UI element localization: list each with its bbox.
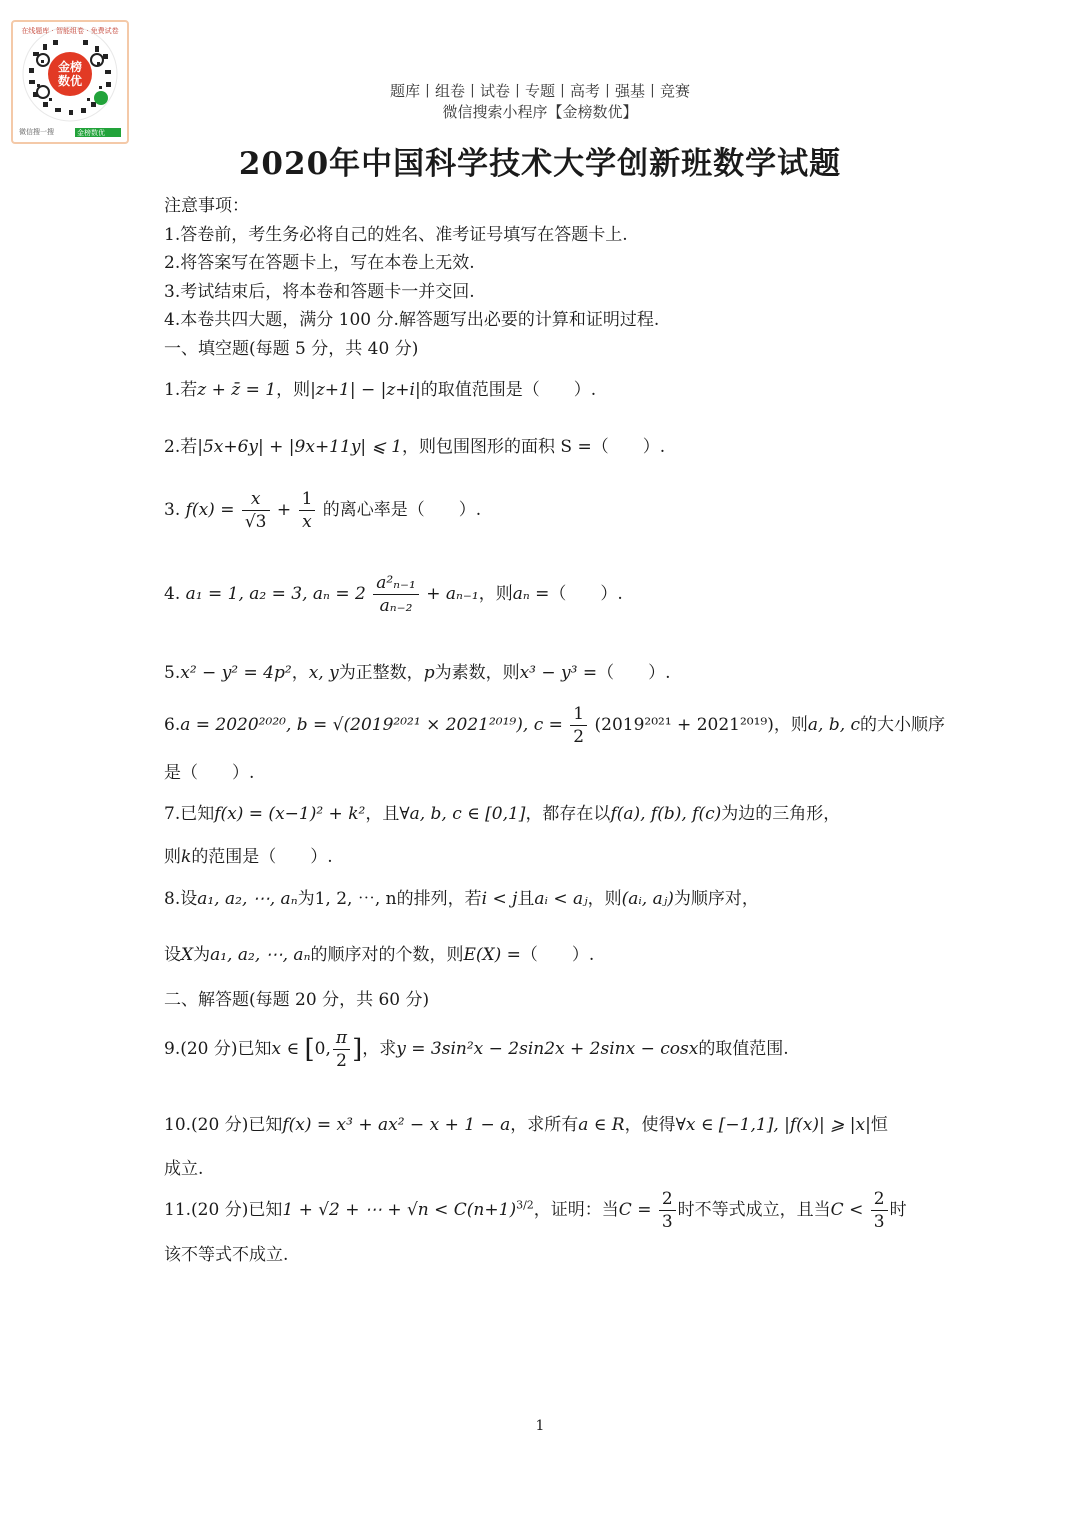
q6-mid: ，则 bbox=[773, 715, 808, 735]
q3-frac2-numerator: 1 bbox=[299, 488, 316, 511]
notice-item-3: 3.考试结束后，将本卷和答题卡一并交回. bbox=[164, 282, 475, 302]
q6-denominator: 2 bbox=[573, 727, 585, 747]
q2-condition: |5x+6y| + |9x+11y| ⩽ 1 bbox=[197, 437, 403, 457]
page-title: 2020年中国科学技术大学创新班数学试题 bbox=[238, 146, 842, 182]
q7-text-1: ，且 bbox=[365, 804, 400, 824]
q9-lower-bound: 0, bbox=[314, 1039, 331, 1059]
q3-prefix: 3. bbox=[164, 500, 181, 520]
q3-lhs: f(x) = bbox=[185, 500, 235, 520]
question-7 bbox=[164, 799, 840, 824]
q11-c-equals: C = bbox=[618, 1200, 652, 1220]
q8-expectation: E(X) = bbox=[463, 945, 521, 965]
q1-condition: z + z̄ = 1 bbox=[197, 380, 277, 400]
q11-prefix: 11.(20 分)已知 bbox=[164, 1200, 283, 1220]
q10-condition: ∀x ∈ [−1,1], |f(x)| ⩾ |x| bbox=[675, 1115, 871, 1135]
notice-item-2: 2.将答案写在答题卡上，写在本卷上无效. bbox=[164, 253, 475, 273]
q8-text-4: ，则 bbox=[587, 889, 622, 909]
q7-text-3: 为边的三角形， bbox=[721, 804, 841, 824]
q10-text-3: 恒 bbox=[870, 1115, 888, 1135]
q5-suffix: （ ）. bbox=[597, 663, 671, 683]
q3-fraction-2 bbox=[299, 488, 316, 533]
q4-ask: aₙ = bbox=[512, 584, 550, 604]
q2-suffix: ，则包围图形的面积 S =（ ）. bbox=[402, 437, 666, 457]
header-nav: 题库丨组卷丨试卷丨专题丨高考丨强基丨竞赛 bbox=[389, 82, 690, 100]
q8-line2-prefix: 设 bbox=[164, 945, 181, 965]
q4-prefix: 4. bbox=[164, 584, 181, 604]
q1-mid: ，则 bbox=[276, 380, 311, 400]
q1-suffix: 的取值范围是（ ）. bbox=[420, 380, 597, 400]
q7-k: k bbox=[181, 847, 192, 867]
qr-ring-text: 在线题库 · 智能组卷 · 免费试卷 bbox=[21, 27, 119, 35]
q9-text-1: ，求 bbox=[362, 1039, 397, 1059]
q7-line2-suffix: 的范围是（ ）. bbox=[191, 847, 333, 867]
q8-permutation: 1, 2, ⋯, n bbox=[314, 889, 397, 909]
question-10-line-2: 成立. bbox=[164, 1159, 204, 1179]
q3-fraction-1 bbox=[242, 488, 270, 533]
question-6 bbox=[164, 703, 945, 748]
q2-prefix: 2.若 bbox=[164, 437, 198, 457]
q6-suffix: 的大小顺序 bbox=[860, 715, 946, 735]
q5-prime: p bbox=[423, 663, 435, 683]
q4-fraction bbox=[373, 572, 419, 617]
q5-equation: x² − y² = 4p² bbox=[180, 663, 292, 683]
section-heading-fill-in: 一、填空题(每题 5 分，共 40 分) bbox=[164, 339, 419, 359]
q6-fraction bbox=[570, 703, 587, 748]
q11-text-3: 时 bbox=[889, 1200, 907, 1220]
notice-item-4: 4.本卷共四大题，满分 100 分.解答题写出必要的计算和证明过程. bbox=[164, 310, 660, 330]
q11-frac1-denominator: 3 bbox=[661, 1212, 673, 1232]
q8-text-3: 且 bbox=[517, 889, 535, 909]
q9-right-bracket: ] bbox=[352, 1034, 363, 1065]
q8-text-5: 为顺序对， bbox=[673, 889, 759, 909]
q9-numerator: π bbox=[333, 1027, 350, 1050]
q7-sides: f(a), f(b), f(c) bbox=[610, 804, 722, 824]
q11-frac2-denominator: 3 bbox=[873, 1212, 885, 1232]
question-6-line-2: 是（ ）. bbox=[164, 763, 255, 783]
qr-footer-left: 微信搜一搜 bbox=[19, 128, 54, 136]
page-number: 1 bbox=[535, 1418, 545, 1434]
q4-numerator: a²ₙ₋₁ bbox=[373, 572, 419, 595]
q7-line2-prefix: 则 bbox=[164, 847, 181, 867]
q3-suffix: 的离心率是（ ）. bbox=[322, 500, 482, 520]
question-11-line-2: 该不等式不成立. bbox=[164, 1245, 289, 1265]
qr-brand-line2: 数优 bbox=[57, 74, 82, 88]
q6-prefix: 6. bbox=[164, 715, 181, 735]
question-7-line-2 bbox=[164, 842, 333, 867]
qr-footer-right: 金榜数优 bbox=[77, 129, 105, 137]
q4-suffix: （ ）. bbox=[549, 584, 623, 604]
q9-denominator: 2 bbox=[336, 1051, 347, 1071]
q9-suffix: 的取值范围. bbox=[698, 1039, 789, 1059]
q8-cond-2: aᵢ < aⱼ bbox=[534, 889, 588, 909]
q9-prefix: 9.(20 分)已知 bbox=[164, 1039, 272, 1059]
q5-vars: x, y bbox=[308, 663, 339, 683]
q7-forall: ∀a, b, c ∈ [0,1] bbox=[399, 804, 526, 824]
q8-prefix: 8.设 bbox=[164, 889, 198, 909]
q4-tail: + aₙ₋₁ bbox=[426, 584, 479, 604]
q8-X: X bbox=[181, 945, 194, 965]
q7-prefix: 7.已知 bbox=[164, 804, 215, 824]
header-subtitle: 微信搜索小程序【金榜数优】 bbox=[442, 103, 638, 121]
q3-plus: + bbox=[276, 500, 292, 520]
q8-suffix: （ ）. bbox=[520, 945, 595, 965]
q11-frac2-numerator: 2 bbox=[871, 1188, 888, 1211]
q1-expression: |z+1| − |z+i| bbox=[310, 380, 421, 400]
q10-prefix: 10.(20 分)已知 bbox=[164, 1115, 283, 1135]
q10-text-2: ，使得 bbox=[624, 1115, 676, 1135]
q5-text-1: 为正整数， bbox=[338, 663, 424, 683]
q8-line2-text-2: 的顺序对的个数，则 bbox=[310, 945, 464, 965]
q3-frac1-denominator: √3 bbox=[244, 512, 267, 532]
q6-numerator: 1 bbox=[570, 703, 587, 726]
q7-function: f(x) = (x−1)² + k² bbox=[214, 804, 366, 824]
q8-pair: (aᵢ, aⱼ) bbox=[621, 889, 674, 909]
q4-denominator: aₙ₋₂ bbox=[379, 596, 413, 616]
q9-domain: x ∈ bbox=[271, 1039, 300, 1059]
q8-cond-1: i < j bbox=[481, 889, 518, 909]
question-9 bbox=[164, 1027, 789, 1072]
q7-text-2: ，都存在以 bbox=[525, 804, 611, 824]
q10-a-domain: a ∈ R bbox=[578, 1115, 625, 1135]
q10-text-1: ，求所有 bbox=[510, 1115, 579, 1135]
q11-text-1: ，证明：当 bbox=[533, 1200, 619, 1220]
q5-text-2: 为素数，则 bbox=[434, 663, 520, 683]
question-11 bbox=[164, 1188, 907, 1233]
q11-exponent: 3/2 bbox=[516, 1198, 534, 1212]
q8-sequence-2: a₁, a₂, ⋯, aₙ bbox=[210, 945, 311, 965]
question-2 bbox=[164, 432, 665, 457]
q11-c-less: C < bbox=[830, 1200, 864, 1220]
question-10 bbox=[164, 1110, 888, 1135]
q9-left-bracket: [ bbox=[304, 1034, 315, 1065]
question-8 bbox=[164, 884, 759, 909]
question-3 bbox=[164, 488, 481, 533]
q4-condition: a₁ = 1, a₂ = 3, aₙ = 2 bbox=[185, 584, 366, 604]
q8-line2-text-1: 为 bbox=[193, 945, 211, 965]
q11-frac1-numerator: 2 bbox=[659, 1188, 676, 1211]
question-4 bbox=[164, 572, 623, 617]
question-8-line-2 bbox=[164, 940, 594, 965]
q11-fraction-1 bbox=[659, 1188, 676, 1233]
q10-function: f(x) = x³ + ax² − x + 1 − a bbox=[282, 1115, 511, 1135]
qr-brand-line1: 金榜 bbox=[57, 60, 82, 74]
q5-sep: ， bbox=[291, 663, 309, 683]
q3-frac2-denominator: x bbox=[302, 512, 312, 532]
q11-text-2: 时不等式成立，且当 bbox=[677, 1200, 831, 1220]
q8-text-1: 为 bbox=[297, 889, 315, 909]
q8-sequence: a₁, a₂, ⋯, aₙ bbox=[197, 889, 298, 909]
q11-fraction-2 bbox=[871, 1188, 888, 1233]
q3-frac1-numerator: x bbox=[242, 488, 270, 511]
question-1 bbox=[164, 375, 596, 400]
section-heading-solve: 二、解答题(每题 20 分，共 60 分) bbox=[164, 990, 430, 1010]
question-5 bbox=[164, 658, 671, 683]
notice-heading: 注意事项： bbox=[164, 196, 249, 216]
q5-prefix: 5. bbox=[164, 663, 181, 683]
notice-item-1: 1.答卷前，考生务必将自己的姓名、准考证号填写在答题卡上. bbox=[164, 225, 628, 245]
q1-prefix: 1.若 bbox=[164, 380, 198, 400]
q6-c-expression: (2019²⁰²¹ + 2021²⁰¹⁹) bbox=[594, 715, 774, 735]
q9-expression: y = 3sin²x − 2sin2x + 2sinx − cosx bbox=[396, 1039, 699, 1059]
q11-inequality: 1 + √2 + ⋯ + √n < C(n+1) bbox=[282, 1200, 517, 1220]
q5-ask: x³ − y³ = bbox=[519, 663, 598, 683]
q9-fraction bbox=[333, 1027, 350, 1072]
q6-definitions: a = 2020²⁰²⁰, b = √(2019²⁰²¹ × 2021²⁰¹⁹), c = bbox=[180, 715, 563, 735]
q6-vars: a, b, c bbox=[807, 715, 861, 735]
q4-mid: ，则 bbox=[478, 584, 513, 604]
q8-text-2: 的排列，若 bbox=[396, 889, 482, 909]
